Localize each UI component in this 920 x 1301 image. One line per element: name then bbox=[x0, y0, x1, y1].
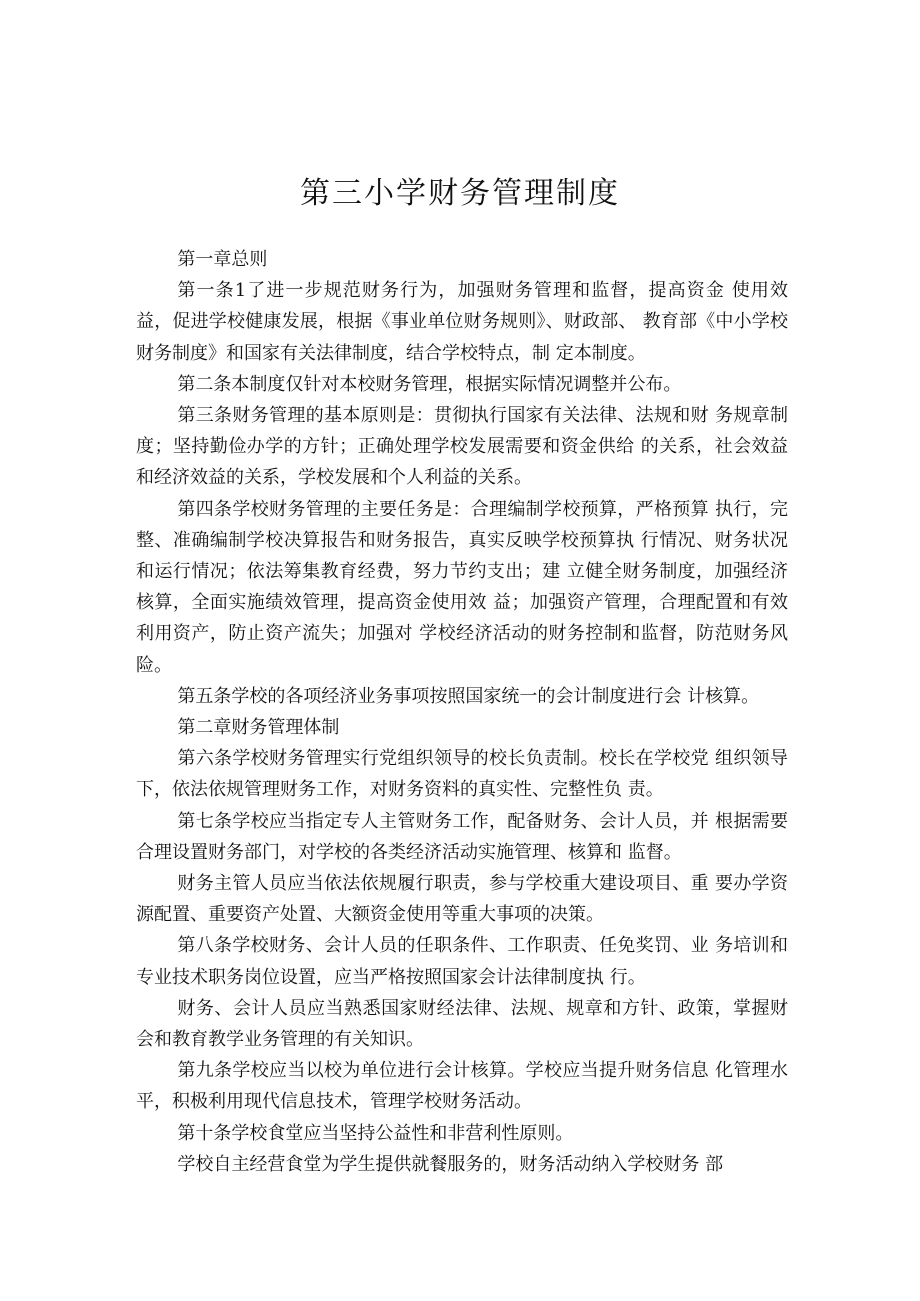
paragraph: 财务主管人员应当依法依规履行职责，参与学校重大建设项目、重 要办学资源配置、重要资产处置、大额资金使用等重大事项的决策。 bbox=[136, 873, 788, 926]
document-title: 第三小学财务管理制度 bbox=[300, 176, 620, 211]
chapter-heading: 第二章财务管理体制 bbox=[177, 717, 340, 739]
paragraph: 第十条学校食堂应当坚持公益性和非营利性原则。 bbox=[177, 1122, 574, 1144]
chapter-heading: 第一章总则 bbox=[177, 249, 268, 270]
paragraph: 第四条学校财务管理的主要任务是：合理编制学校预算，严格预算 执行，完整、准确编制学校决算报告和财务报告，真实反映学校预算执 行情况、财务状况和运行情况；依法筹集教育经费，努力节约支出；建 立健全财务制度，加强经济核算，全面实施绩效管理，提高资金使用效 益；加强资产管理，合理配置和有效利用资产，防止资产流失；加强对 学校经济活动的财务控制和监督，防范财务风险。 bbox=[136, 498, 788, 676]
paragraph: 第一条1了进一步规范财务行为，加强财务管理和监督，提高资金 使用效益，促进学校健康发展，根据《事业单位财务规则》、财政部、 教育部《中小学校财务制度》和国家有关法律制度，结合学校特点，制 定本制度。 bbox=[136, 280, 788, 364]
paragraph: 第三条财务管理的基本原则是：贯彻执行国家有关法律、法规和财 务规章制度；坚持勤俭办学的方针；正确处理学校发展需要和资金供给 的关系，社会效益和经济效益的关系，学校发展和个人利益的关系。 bbox=[136, 405, 788, 489]
paragraph: 财务、会计人员应当熟悉国家财经法律、法规、规章和方针、政策，掌握财会和教育教学业务管理的有关知识。 bbox=[136, 997, 788, 1051]
paragraph: 学校自主经营食堂为学生提供就餐服务的，财务活动纳入学校财务 部 bbox=[177, 1153, 724, 1175]
paragraph: 第五条学校的各项经济业务事项按照国家统一的会计制度进行会 计核算。 bbox=[177, 685, 760, 707]
paragraph: 第九条学校应当以校为单位进行会计核算。学校应当提升财务信息 化管理水平，积极利用现代信息技术，管理学校财务活动。 bbox=[136, 1060, 788, 1113]
paragraph: 第二条本制度仅针对本校财务管理，根据实际情况调整并公布。 bbox=[177, 373, 682, 395]
paragraph: 第七条学校应当指定专人主管财务工作，配备财务、会计人员，并 根据需要合理设置财务部门，对学校的各类经济活动实施管理、核算和 监督。 bbox=[136, 810, 788, 863]
paragraph: 第八条学校财务、会计人员的任职条件、工作职责、任免奖罚、业 务培训和专业技术职务岗位设置，应当严格按照国家会计法律制度执 行。 bbox=[136, 935, 788, 988]
document-body bbox=[136, 244, 788, 1180]
paragraph: 第六条学校财务管理实行党组织领导的校长负责制。校长在学校党 组织领导下，依法依规管理财务工作，对财务资料的真实性、完整性负 责。 bbox=[136, 748, 788, 801]
